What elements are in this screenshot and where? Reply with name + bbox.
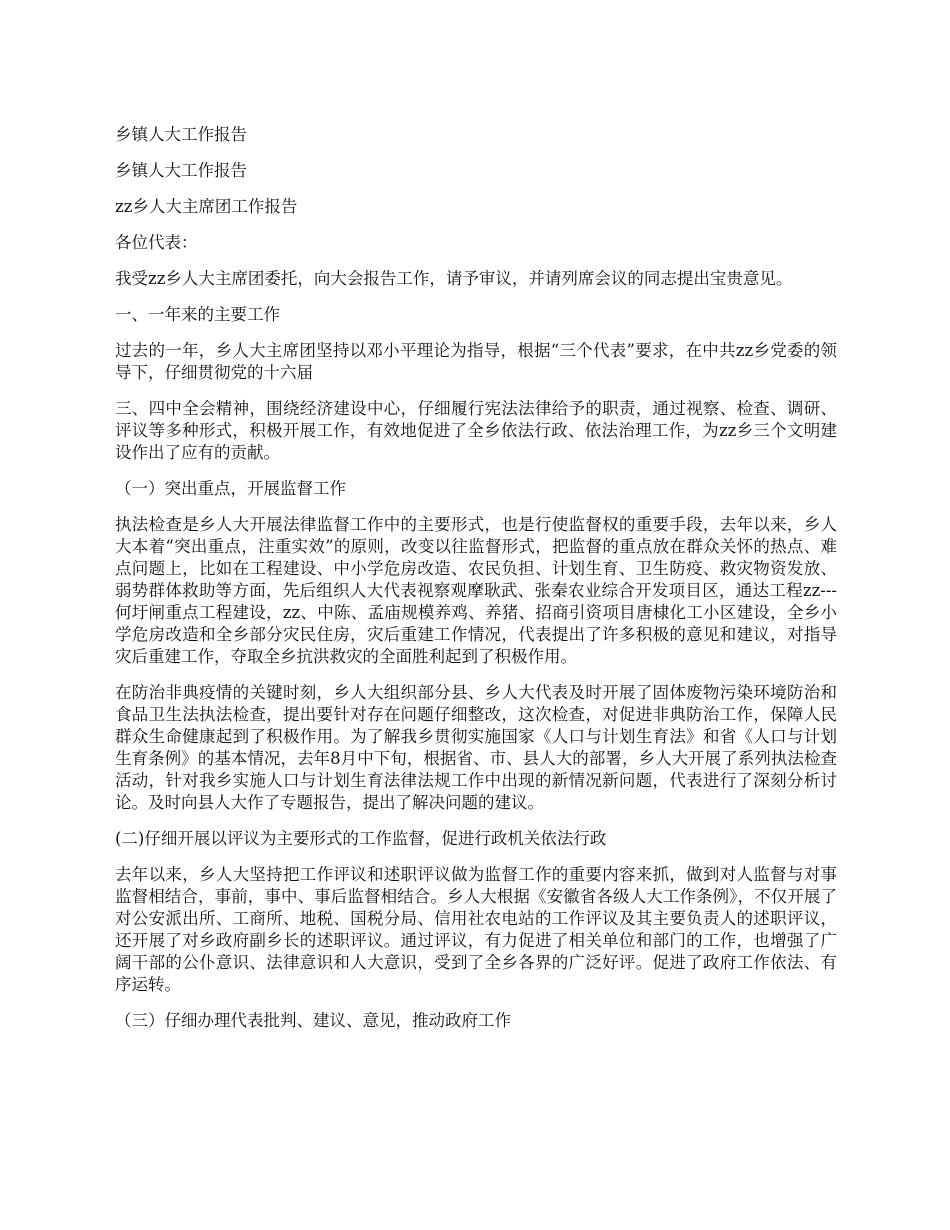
salutation: 各位代表： — [115, 233, 198, 252]
subsection-heading-1: （一）突出重点，开展监督工作 — [115, 479, 346, 498]
report-subtitle: zz乡人大主席团工作报告 — [115, 197, 298, 216]
body-paragraph: 去年以来，乡人大坚持把工作评议和述职评议做为监督工作的重要内容来抓，做到对人监督与对事监督相结合，事前，事中、事后监督相结合。乡人大根据《安徽省各级人大工作条例》，不仅开展了对公安派出所、工商所、地税、国税分局、信用社农电站的工作评议及其主要负责人的述职评议，还开展了对乡政府副乡长的述职评议。通过评议，有力促进了相关单位和部门的工作，也增强了广阔干部的公仆意识、法律意识和人大意识，受到了全乡各界的广泛好评。促进了政府工作依法、有序运转。 — [115, 865, 837, 994]
subsection-heading-2: (二)仔细开展以评议为主要形式的工作监督，促进行政机关依法行政 — [115, 829, 607, 848]
body-paragraph: 在防治非典疫情的关键时刻，乡人大组织部分县、乡人大代表及时开展了固体废物污染环境防治和食品卫生法执法检查，提出要针对存在问题仔细整改，这次检查，对促进非典防治工作，保障人民群众生命健康起到了积极作用。为了解我乡贯彻实施国家《人口与计划生育法》和省《人口与计划生育条例》的基本情况，去年8月中下旬，根据省、市、县人大的部署，乡人大开展了系列执法检查活动，针对我乡实施人口与计划生育法律法规工作中出现的新情况新问题，代表进行了深刻分析讨论。及时向县人大作了专题报告，提出了解决问题的建议。 — [115, 683, 837, 812]
doc-title-repeat: 乡镇人大工作报告 — [115, 161, 247, 180]
section-heading-1: 一、一年来的主要工作 — [115, 305, 280, 324]
body-paragraph: 过去的一年，乡人大主席团坚持以邓小平理论为指导，根据“三个代表”要求，在中共zz乡党委的领导下，仔细贯彻党的十六届 — [115, 341, 837, 382]
opening-paragraph: 我受zz乡人大主席团委托，向大会报告工作，请予审议，并请列席会议的同志提出宝贵意见。 — [115, 269, 793, 288]
body-paragraph: 三、四中全会精神，围绕经济建设中心，仔细履行宪法法律给予的职责，通过视察、检查、调研、评议等多种形式，积极开展工作，有效地促进了全乡依法行政、依法治理工作，为zz乡三个文明建设作出了应有的贡献。 — [115, 399, 837, 462]
document-body — [115, 124, 837, 1046]
body-paragraph: 执法检查是乡人大开展法律监督工作中的主要形式，也是行使监督权的重要手段，去年以来，乡人大本着“突出重点，注重实效”的原则，改变以往监督形式，把监督的重点放在群众关怀的热点、难点问题上，比如在工程建设、中小学危房改造、农民负担、计划生育、卫生防疫、救灾物资发放、弱势群体救助等方面，先后组织人大代表视察观摩耿武、张秦农业综合开发项目区，通达工程zz---何圩闸重点工程建设，zz、中陈、孟庙规模养鸡、养猪、招商引资项目唐棣化工小区建设，全乡小学危房改造和全乡部分灾民住房，灾后重建工作情况，代表提出了许多积极的意见和建议，对指导灾后重建工作，夺取全乡抗洪救灾的全面胜利起到了积极作用。 — [115, 515, 837, 666]
subsection-heading-3: （三）仔细办理代表批判、建议、意见，推动政府工作 — [115, 1011, 511, 1030]
doc-title: 乡镇人大工作报告 — [115, 125, 247, 144]
